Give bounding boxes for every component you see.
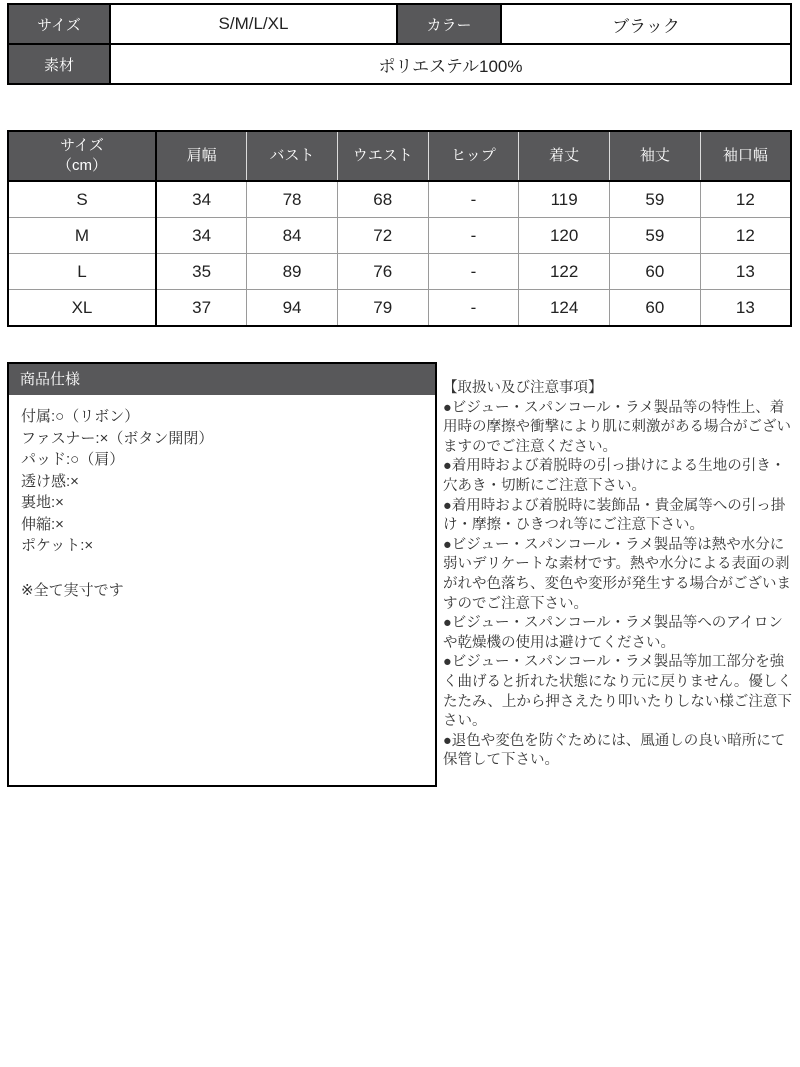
value-cell: 79: [337, 290, 428, 327]
value-cell: 122: [519, 254, 610, 290]
material-label-cell: 素材: [8, 44, 110, 84]
value-cell: 84: [247, 218, 338, 254]
size-header-line1: サイズ: [60, 137, 104, 154]
summary-row-size-color: [8, 4, 791, 44]
value-cell: -: [428, 218, 519, 254]
spec-line-accessory: 付属:○（リボン）: [21, 408, 140, 425]
value-cell: 120: [519, 218, 610, 254]
size-chart-table: [7, 130, 792, 327]
size-chart-header-row: [8, 131, 791, 181]
value-cell: 34: [156, 181, 247, 218]
size-cm-header-cell: [8, 131, 156, 181]
size-value-cell: S/M/L/XL: [110, 4, 397, 44]
length-header-cell: 着丈: [519, 131, 610, 181]
value-cell: 13: [700, 254, 791, 290]
spec-measurement-note: ※全て実寸です: [21, 581, 124, 599]
sleeve-header-cell: 袖丈: [610, 131, 701, 181]
value-cell: 13: [700, 290, 791, 327]
value-cell: 124: [519, 290, 610, 327]
precaution-item: ●退色や変色を防ぐためには、風通しの良い暗所にて保管して下さい。: [443, 732, 786, 769]
precaution-item: ●ビジュー・スパンコール・ラメ製品等へのアイロンや乾燥機の使用は避けてください。: [443, 615, 783, 651]
precaution-item: ●着用時および着脱時に装飾品・貴金属等への引っ掛け・摩擦・ひきつれ等にご注意下さい。: [443, 497, 786, 534]
size-header-line2: （cm）: [57, 157, 107, 174]
spec-line-lining: 裏地:×: [21, 494, 64, 511]
spec-box-body: [9, 395, 435, 601]
value-cell: 59: [610, 181, 701, 218]
table-row-s: [8, 181, 791, 218]
value-cell: 60: [610, 290, 701, 327]
value-cell: 12: [700, 181, 791, 218]
value-cell: 59: [610, 218, 701, 254]
value-cell: 60: [610, 254, 701, 290]
value-cell: -: [428, 254, 519, 290]
value-cell: 78: [247, 181, 338, 218]
value-cell: 34: [156, 218, 247, 254]
spec-line-sheerness: 透け感:×: [21, 472, 79, 490]
value-cell: 35: [156, 254, 247, 290]
spec-line-pocket: ポケット:×: [21, 537, 94, 554]
size-cell: XL: [8, 290, 156, 327]
spec-box-title: 商品仕様: [9, 364, 435, 395]
material-value-cell: ポリエステル100%: [110, 44, 791, 84]
size-cell: M: [8, 218, 156, 254]
table-row-m: [8, 218, 791, 254]
value-cell: 68: [337, 181, 428, 218]
table-row-xl: [8, 290, 791, 327]
handling-precautions: [443, 379, 797, 771]
spec-line-stretch: 伸縮:×: [21, 515, 64, 533]
shoulder-header-cell: 肩幅: [156, 131, 247, 181]
waist-header-cell: ウエスト: [337, 131, 428, 181]
cuff-header-cell: 袖口幅: [700, 131, 791, 181]
value-cell: 37: [156, 290, 247, 327]
value-cell: -: [428, 181, 519, 218]
value-cell: 89: [247, 254, 338, 290]
value-cell: 76: [337, 254, 428, 290]
product-spec-box: [7, 362, 437, 787]
spec-line-pad: パッド:○（肩）: [21, 451, 125, 468]
product-summary-table: [7, 3, 792, 85]
color-value-cell: ブラック: [501, 4, 791, 44]
value-cell: 119: [519, 181, 610, 218]
size-label-cell: サイズ: [8, 4, 110, 44]
size-cell: S: [8, 181, 156, 218]
size-cell: L: [8, 254, 156, 290]
hip-header-cell: ヒップ: [428, 131, 519, 181]
value-cell: 94: [247, 290, 338, 327]
spec-line-fastener: ファスナー:×（ボタン開閉）: [21, 429, 214, 447]
color-label-cell: カラー: [397, 4, 501, 44]
precaution-item: ●ビジュー・スパンコール・ラメ製品等は熱や水分に弱いデリケートな素材です。熱や水分による表面の剥がれや色落ち、変色や変形が発生する場合がございますのでご注意下さい。: [443, 536, 791, 612]
value-cell: -: [428, 290, 519, 327]
table-row-l: [8, 254, 791, 290]
precaution-item: ●ビジュー・スパンコール・ラメ製品等加工部分を強く曲げると折れた状態になり元に戻りません。優しくたたみ、上から押さえたり叩いたりしない様ご注意下さい。: [443, 654, 792, 730]
value-cell: 72: [337, 218, 428, 254]
precaution-item: ●着用時および着脱時の引っ掛けによる生地の引き・穴あき・切断にご注意下さい。: [443, 458, 786, 494]
precaution-item: ●ビジュー・スパンコール・ラメ製品等の特性上、着用時の摩擦や衝撃により肌に刺激がある場合がございますのでご注意ください。: [443, 399, 791, 455]
bust-header-cell: バスト: [247, 131, 338, 181]
precautions-title: 【取扱い及び注意事項】: [443, 380, 603, 396]
value-cell: 12: [700, 218, 791, 254]
summary-row-material: [8, 44, 791, 84]
